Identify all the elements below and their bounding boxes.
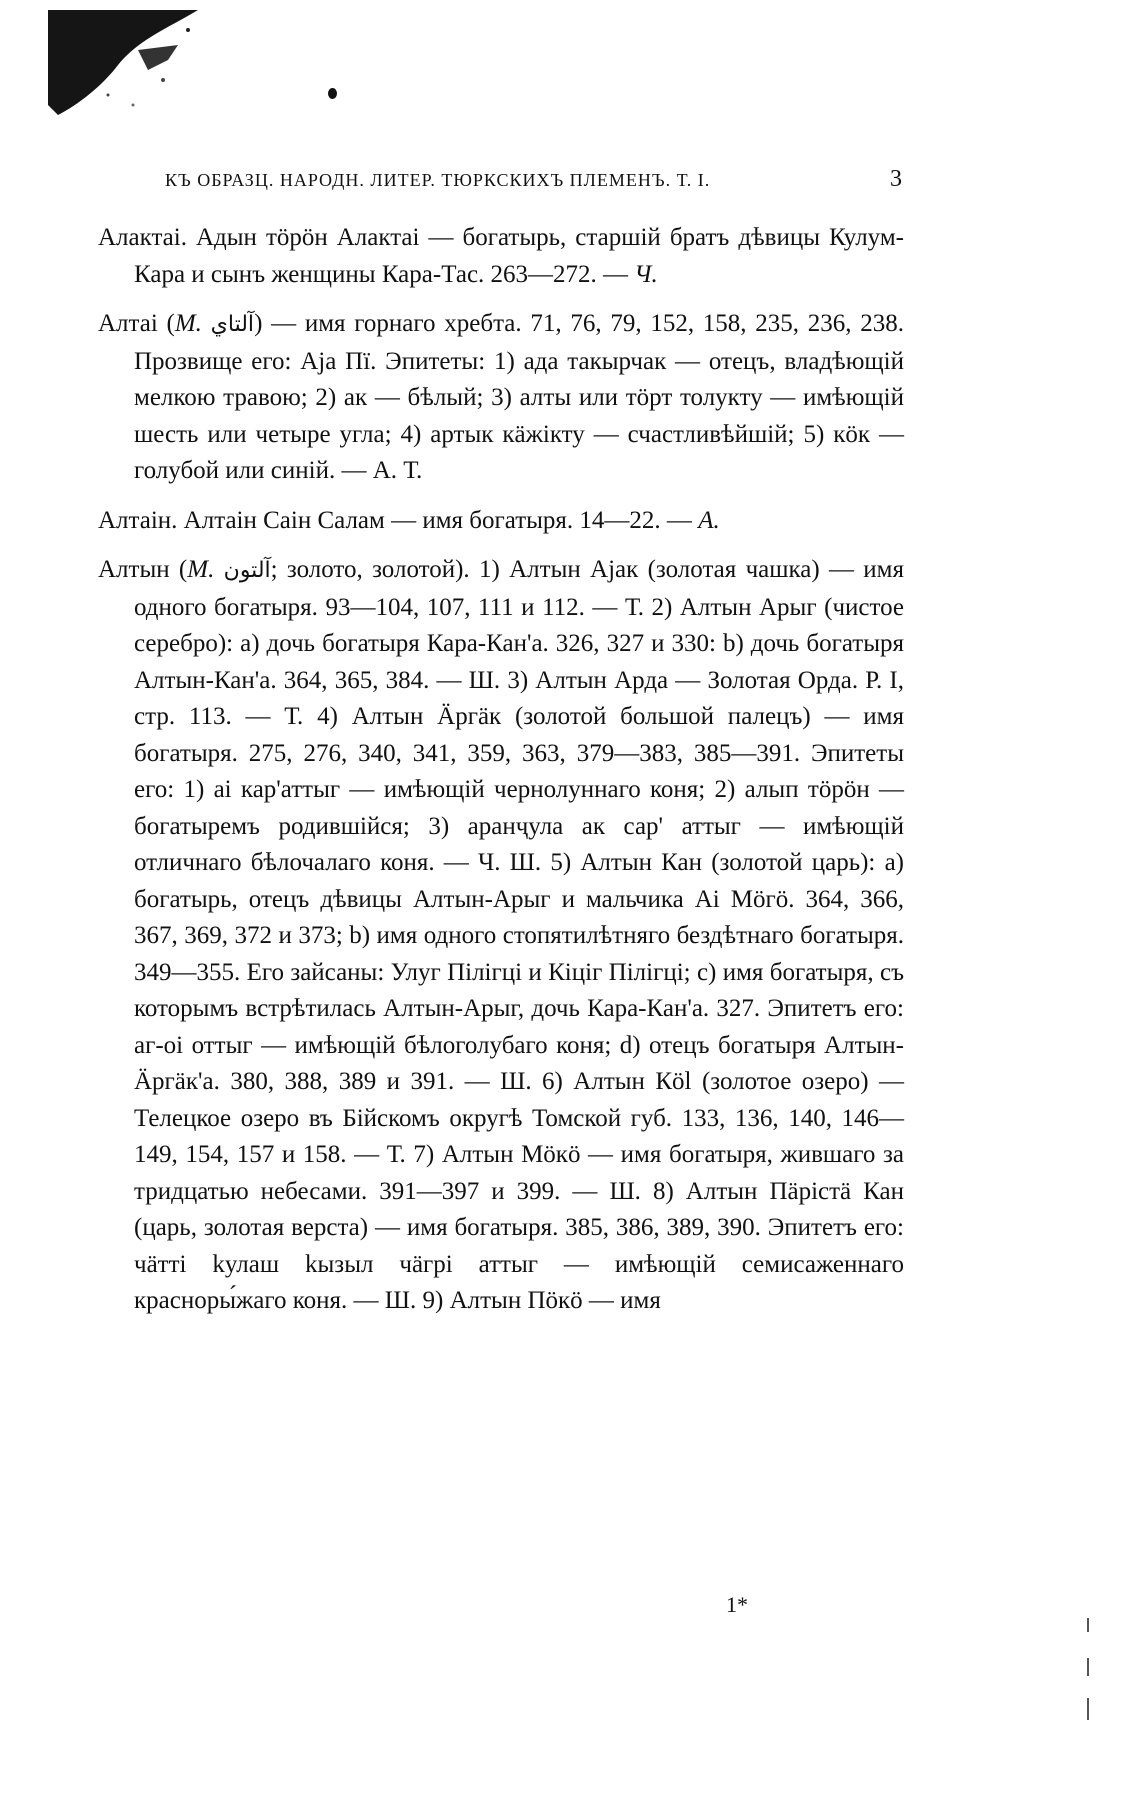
signature-mark: 1*: [726, 1592, 748, 1617]
dictionary-entry-altyn: [98, 552, 904, 1320]
header-title: КЪ ОБРАЗЦ. НАРОДН. ЛИТЕР. ТЮРКСКИХЪ ПЛЕМЕНЪ. Т. I.: [165, 170, 711, 190]
ink-smudge-decoration: [48, 10, 208, 120]
page-edge-marks: [1086, 1618, 1090, 1728]
entry-source: М.: [174, 310, 202, 337]
entry-text-continued: ) — имя горнаго хребта. 71, 76, 79, 152, 158, 235, 236, 238. Прозвище его: Аја Пï. Эпитеты: 1) ада такырчак — отецъ, владѣющій мелкою травою; 2) ак — бѣлый; 3) алты или тӧрт толукту — имѣющій шесть или четыре угла; 4) артык кӓжiкту — счастливѣйшій; 5) кӧк — голубой или синій. — А. Т.: [134, 310, 904, 484]
running-header: [165, 166, 900, 196]
entry-source: Ч.: [634, 260, 658, 288]
arabic-script-word: آلتاي: [210, 312, 255, 337]
entry-source: М.: [187, 556, 215, 583]
entry-text: Алтаі (: [98, 310, 175, 337]
entry-source: А.: [698, 506, 720, 534]
dictionary-entry-altain: [98, 503, 904, 540]
entry-text: Алтаін. Алтаін Саін Салам — имя богатыря. 14—22. —: [98, 506, 699, 534]
dictionary-entry-alaktai: [98, 220, 904, 293]
entry-text: Алактаі. Адын тӧрӧн Алактаі — богатырь, старшій братъ дѣвицы Кулум-Кара и сынъ женщины Кара-Тас. 263—272. —: [98, 224, 904, 288]
page-number: 3: [890, 166, 902, 192]
ink-dot-decoration: [328, 88, 337, 99]
entry-text-continued: ; золото, золотой). 1) Алтын Ајак (золотая чашка) — имя одного богатыря. 93—104, 107, 111 и 112. — Т. 2) Алтын Арыг (чистое серебро): a) дочь богатыря Кара-Кан'а. 326, 327 и 330: b) дочь богатыря Алтын-Кан'а. 364, 365, 384. — Ш. 3) Алтын Арда — Золотая Орда. Р. I, стр. 113. — Т. 4) Алтын Ӓргӓк (золотой большой палецъ) — имя богатыря. 275, 276, 340, 341, 359, 363, 379—383, 385—391. Эпитеты его: 1) аі кар'аттыг — имѣющій чернолуннаго коня; 2) алып тӧрӧн — богатыремъ родившійся; 3) аранҷула ак сар' аттыг — имѣющій отличнаго бѣлочалаго коня. — Ч. Ш. 5) Алтын Кан (золотой царь): a) богатырь, отецъ дѣвицы Алтын-Арыг и мальчика Аі Мӧгӧ. 364, 366, 367, 369, 372 и 373; b) имя одного стопятилѣтняго бездѣтнаго богатыря. 349—355. Его зайсаны: Улуг Пiлiгцi и Кiцiг Пiлiгцi; c) имя богатыря, съ которымъ встрѣтилась Алтын-Арыг, дочь Кара-Кан'а. 327. Эпитетъ его: аг-оі оттыг — имѣющій бѣлоголубаго коня; d) отецъ богатыря Алтын-Ӓргӓк'а. 380, 388, 389 и 391. — Ш. 6) Алтын Кӧl (золотое озеро) — Телецкое озеро въ Бійскомъ округѣ Томской губ. 133, 136, 140, 146—149, 154, 157 и 158. — Т. 7) Алтын Мӧкӧ — имя богатыря, жившаго за тридцатью небесами. 391—397 и 399. — Ш. 8) Алтын Пӓрiстӓ Кан (царь, золотая верста) — имя богатыря. 385, 386, 389, 390. Эпитетъ его: чӓттi kулаш kызыл чӓгрi аттыг — имѣющій семисаженнаго красноры́жаго коня. — Ш. 9) Алтын Пӧкӧ — имя: [134, 556, 904, 1314]
arabic-script-word: آلتون: [223, 558, 271, 583]
dictionary-text: [98, 220, 904, 1333]
dictionary-entry-altai: [98, 306, 904, 490]
entry-text: Алтын (: [98, 556, 188, 583]
